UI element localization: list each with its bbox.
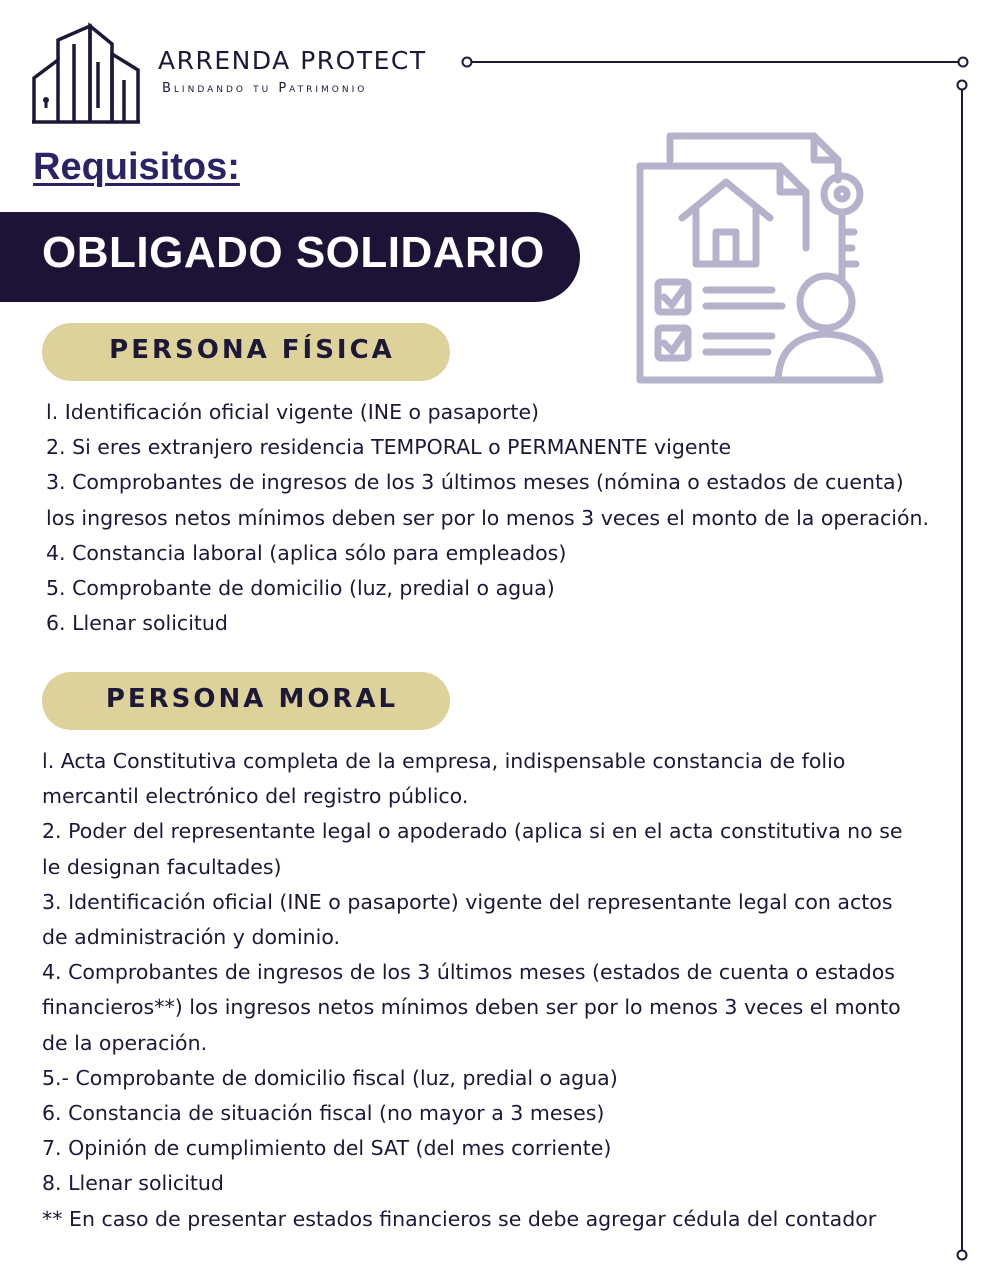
list-item: 5.- Comprobante de domicilio fiscal (luz, predial o agua)	[42, 1065, 618, 1090]
buildings-logo-icon	[30, 22, 146, 128]
persona-moral-requirements	[42, 744, 903, 1237]
list-item: l. Identificación oficial vigente (INE o pasaporte)	[46, 400, 540, 424]
banner-title: OBLIGADO SOLIDARIO	[42, 228, 545, 277]
list-item: ** En caso de presentar estados financieros se debe agregar cédula del contador	[42, 1206, 877, 1231]
persona-fisica-title: PERSONA FÍSICA	[109, 335, 395, 365]
persona-fisica-requirements	[46, 395, 929, 641]
list-item: de la operación.	[42, 1030, 208, 1055]
contract-document-house-key-person-icon	[630, 130, 900, 392]
list-item: l. Acta Constitutiva completa de la empresa, indispensable constancia de folio	[42, 749, 846, 773]
list-item: de administración y dominio.	[42, 925, 341, 950]
list-item: 2. Si eres extranjero residencia TEMPORAL o PERMANENTE vigente	[46, 435, 732, 460]
list-item: 8. Llenar solicitud	[42, 1171, 224, 1196]
brand-name: ARRENDA PROTECT	[158, 46, 427, 75]
list-item: mercantil electrónico del registro público.	[42, 784, 469, 809]
list-item: 4. Comprobantes de ingresos de los 3 últimos meses (estados de cuenta o estados	[42, 960, 895, 985]
list-item: 3. Comprobantes de ingresos de los 3 últimos meses (nómina o estados de cuenta)	[46, 470, 904, 495]
list-item: 4. Constancia laboral (aplica sólo para empleados)	[46, 540, 567, 565]
list-item: le designan facultades)	[42, 854, 282, 879]
list-item: 6. Constancia de situación fiscal (no mayor a 3 meses)	[42, 1101, 605, 1126]
brand-tagline: Blindando tu Patrimonio	[162, 81, 368, 96]
list-item: financieros**) los ingresos netos mínimos deben ser por lo menos 3 veces el monto	[42, 995, 901, 1020]
list-item: 3. Identificación oficial (INE o pasaporte) vigente del representante legal con actos	[42, 889, 893, 914]
list-item: los ingresos netos mínimos deben ser por lo menos 3 veces el monto de la operación.	[46, 505, 930, 530]
page-heading: Requisitos:	[33, 146, 240, 188]
list-item: 7. Opinión de cumplimiento del SAT (del mes corriente)	[42, 1136, 612, 1161]
list-item: 2. Poder del representante legal o apoderado (aplica si en el acta constitutiva no se	[42, 819, 903, 844]
persona-moral-title: PERSONA MORAL	[105, 684, 399, 714]
list-item: 6. Llenar solicitud	[46, 611, 228, 636]
list-item: 5. Comprobante de domicilio (luz, predial o agua)	[46, 576, 555, 601]
